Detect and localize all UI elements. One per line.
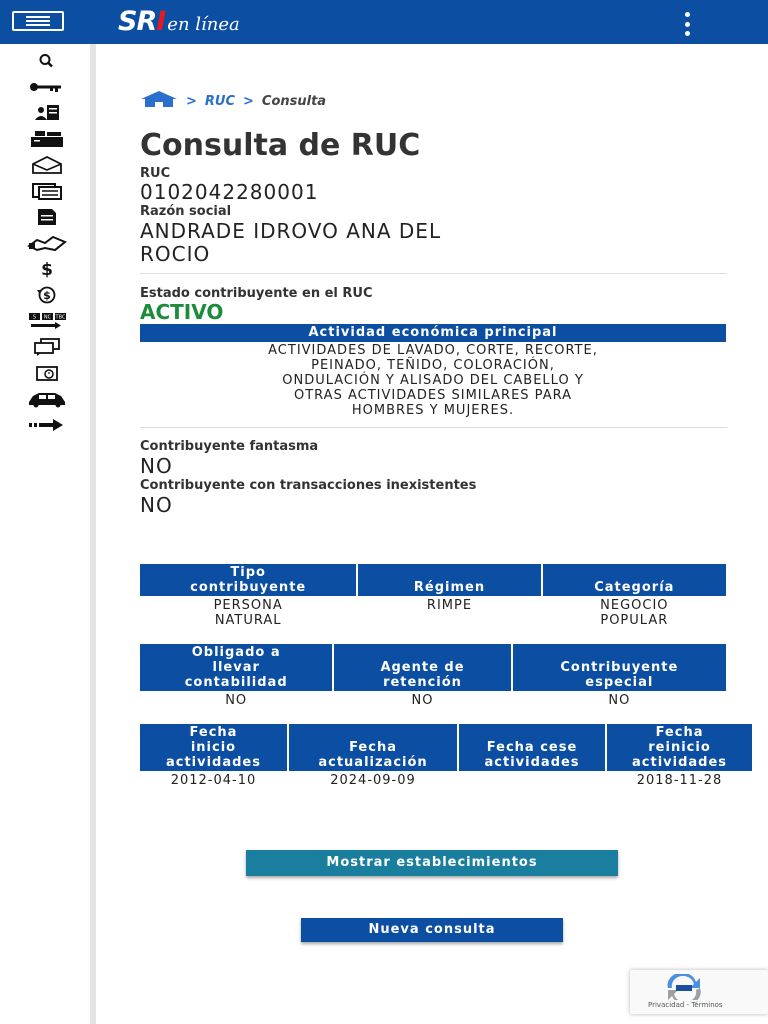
main-content	[102, 44, 768, 1024]
fecha-inicio-value: 2012-04-10	[170, 773, 257, 788]
fantasma-value: NO	[140, 454, 173, 478]
tipo-regimen-categoria-table	[138, 562, 728, 630]
obligaciones-table	[138, 642, 728, 710]
logo-main: SRI	[118, 6, 166, 37]
actividad-line: OTRAS ACTIVIDADES SIMILARES PARA	[294, 388, 572, 403]
chat-bubbles-icon[interactable]	[22, 336, 72, 358]
sidebar	[0, 44, 96, 1024]
people-document-icon[interactable]	[22, 102, 72, 124]
transacciones-label: Contribuyente con transacciones inexistentes	[140, 478, 477, 493]
logo-sub: en línea	[167, 14, 240, 35]
s-nc-tbc-cards-icon[interactable]	[22, 310, 72, 332]
divider	[140, 427, 727, 428]
header-fecha-inicio: Fecha inicio actividades	[140, 724, 287, 771]
estado-value: ACTIVO	[140, 300, 224, 324]
nueva-consulta-button[interactable]: Nueva consulta	[301, 918, 563, 942]
actividad-line: ONDULACIÓN Y ALISADO DEL CABELLO Y	[282, 373, 584, 388]
svg-text:S: S	[32, 314, 37, 321]
ruc-label: RUC	[140, 166, 171, 181]
open-envelope-icon[interactable]	[22, 154, 72, 176]
header-contribuyente-especial: Contribuyente especial	[513, 644, 726, 691]
key-icon[interactable]	[22, 76, 72, 98]
agente-retencion-value: NO	[411, 693, 434, 708]
tipo-contribuyente-value: PERSONA NATURAL	[213, 598, 283, 628]
cash-register-icon[interactable]	[22, 128, 72, 150]
header-obligado-contabilidad: Obligado a llevar contabilidad	[140, 644, 332, 691]
header-tipo-contribuyente: Tipo contribuyente	[140, 564, 356, 596]
header-fecha-reinicio: Fecha reinicio actividades	[607, 724, 752, 771]
fecha-reinicio-value: 2018-11-28	[636, 773, 723, 788]
dollar-refresh-icon[interactable]	[22, 284, 72, 306]
regimen-value: RIMPE	[426, 598, 473, 613]
header-regimen: Régimen	[358, 564, 540, 596]
recaptcha-badge[interactable]	[630, 970, 768, 1014]
sri-logo[interactable]	[118, 6, 240, 38]
breadcrumb-ruc-link[interactable]: RUC	[204, 93, 236, 109]
breadcrumb	[140, 90, 326, 112]
breadcrumb-separator-icon: >	[243, 93, 254, 109]
razon-social-value-line2: ROCIO	[140, 242, 211, 266]
contribuyente-especial-value: NO	[608, 693, 631, 708]
actividad-text	[140, 343, 726, 418]
estado-label: Estado contribuyente en el RUC	[140, 286, 373, 301]
actividad-header: Actividad económica principal	[140, 324, 726, 342]
ruc-value: 0102042280001	[140, 180, 319, 204]
file-icon[interactable]	[22, 206, 72, 228]
svg-text:$: $	[43, 289, 51, 302]
fecha-actualizacion-value: 2024-09-09	[330, 773, 416, 788]
top-bar	[0, 0, 768, 44]
documents-icon[interactable]	[22, 180, 72, 202]
dollar-icon[interactable]	[22, 258, 72, 280]
breadcrumb-separator-icon: >	[186, 93, 197, 109]
svg-text:TBC: TBC	[55, 314, 66, 321]
svg-text:$: $	[41, 260, 53, 278]
search-icon[interactable]	[22, 50, 72, 72]
actividad-line: PEINADO, TEÑIDO, COLORACIÓN,	[311, 358, 555, 373]
header-agente-retencion: Agente de retención	[334, 644, 510, 691]
header-categoria: Categoría	[543, 564, 726, 596]
actividad-line: ACTIVIDADES DE LAVADO, CORTE, RECORTE,	[268, 343, 598, 358]
arrow-right-icon[interactable]	[22, 414, 72, 436]
car-icon[interactable]	[22, 388, 72, 410]
obligado-contabilidad-value: NO	[225, 693, 248, 708]
categoria-value: NEGOCIO POPULAR	[600, 598, 669, 628]
page-title: Consulta de RUC	[140, 128, 421, 163]
razon-social-label: Razón social	[140, 204, 232, 219]
header-fecha-actualizacion: Fecha actualización	[289, 724, 457, 771]
breadcrumb-current: Consulta	[261, 93, 327, 109]
mostrar-establecimientos-button[interactable]: Mostrar establecimientos	[246, 850, 618, 876]
home-icon[interactable]	[140, 90, 178, 112]
divider	[140, 273, 727, 274]
handshake-icon[interactable]	[22, 232, 72, 254]
fantasma-label: Contribuyente fantasma	[140, 439, 319, 454]
clock-document-icon[interactable]	[22, 362, 72, 384]
svg-text:NC: NC	[43, 314, 52, 321]
header-fecha-cese: Fecha cese actividades	[459, 724, 605, 771]
razon-social-value-line1: ANDRADE IDROVO ANA DEL	[140, 219, 442, 243]
recaptcha-icon	[662, 974, 706, 1000]
recaptcha-privacy-terms[interactable]: Privacidad - Términos	[648, 1001, 723, 1009]
fechas-table	[138, 722, 754, 790]
hamburger-menu-button[interactable]	[12, 11, 64, 31]
kebab-menu-icon[interactable]	[680, 12, 694, 36]
fecha-cese-value	[459, 773, 605, 788]
actividad-line: HOMBRES Y MUJERES.	[351, 403, 515, 418]
transacciones-value: NO	[140, 493, 173, 517]
